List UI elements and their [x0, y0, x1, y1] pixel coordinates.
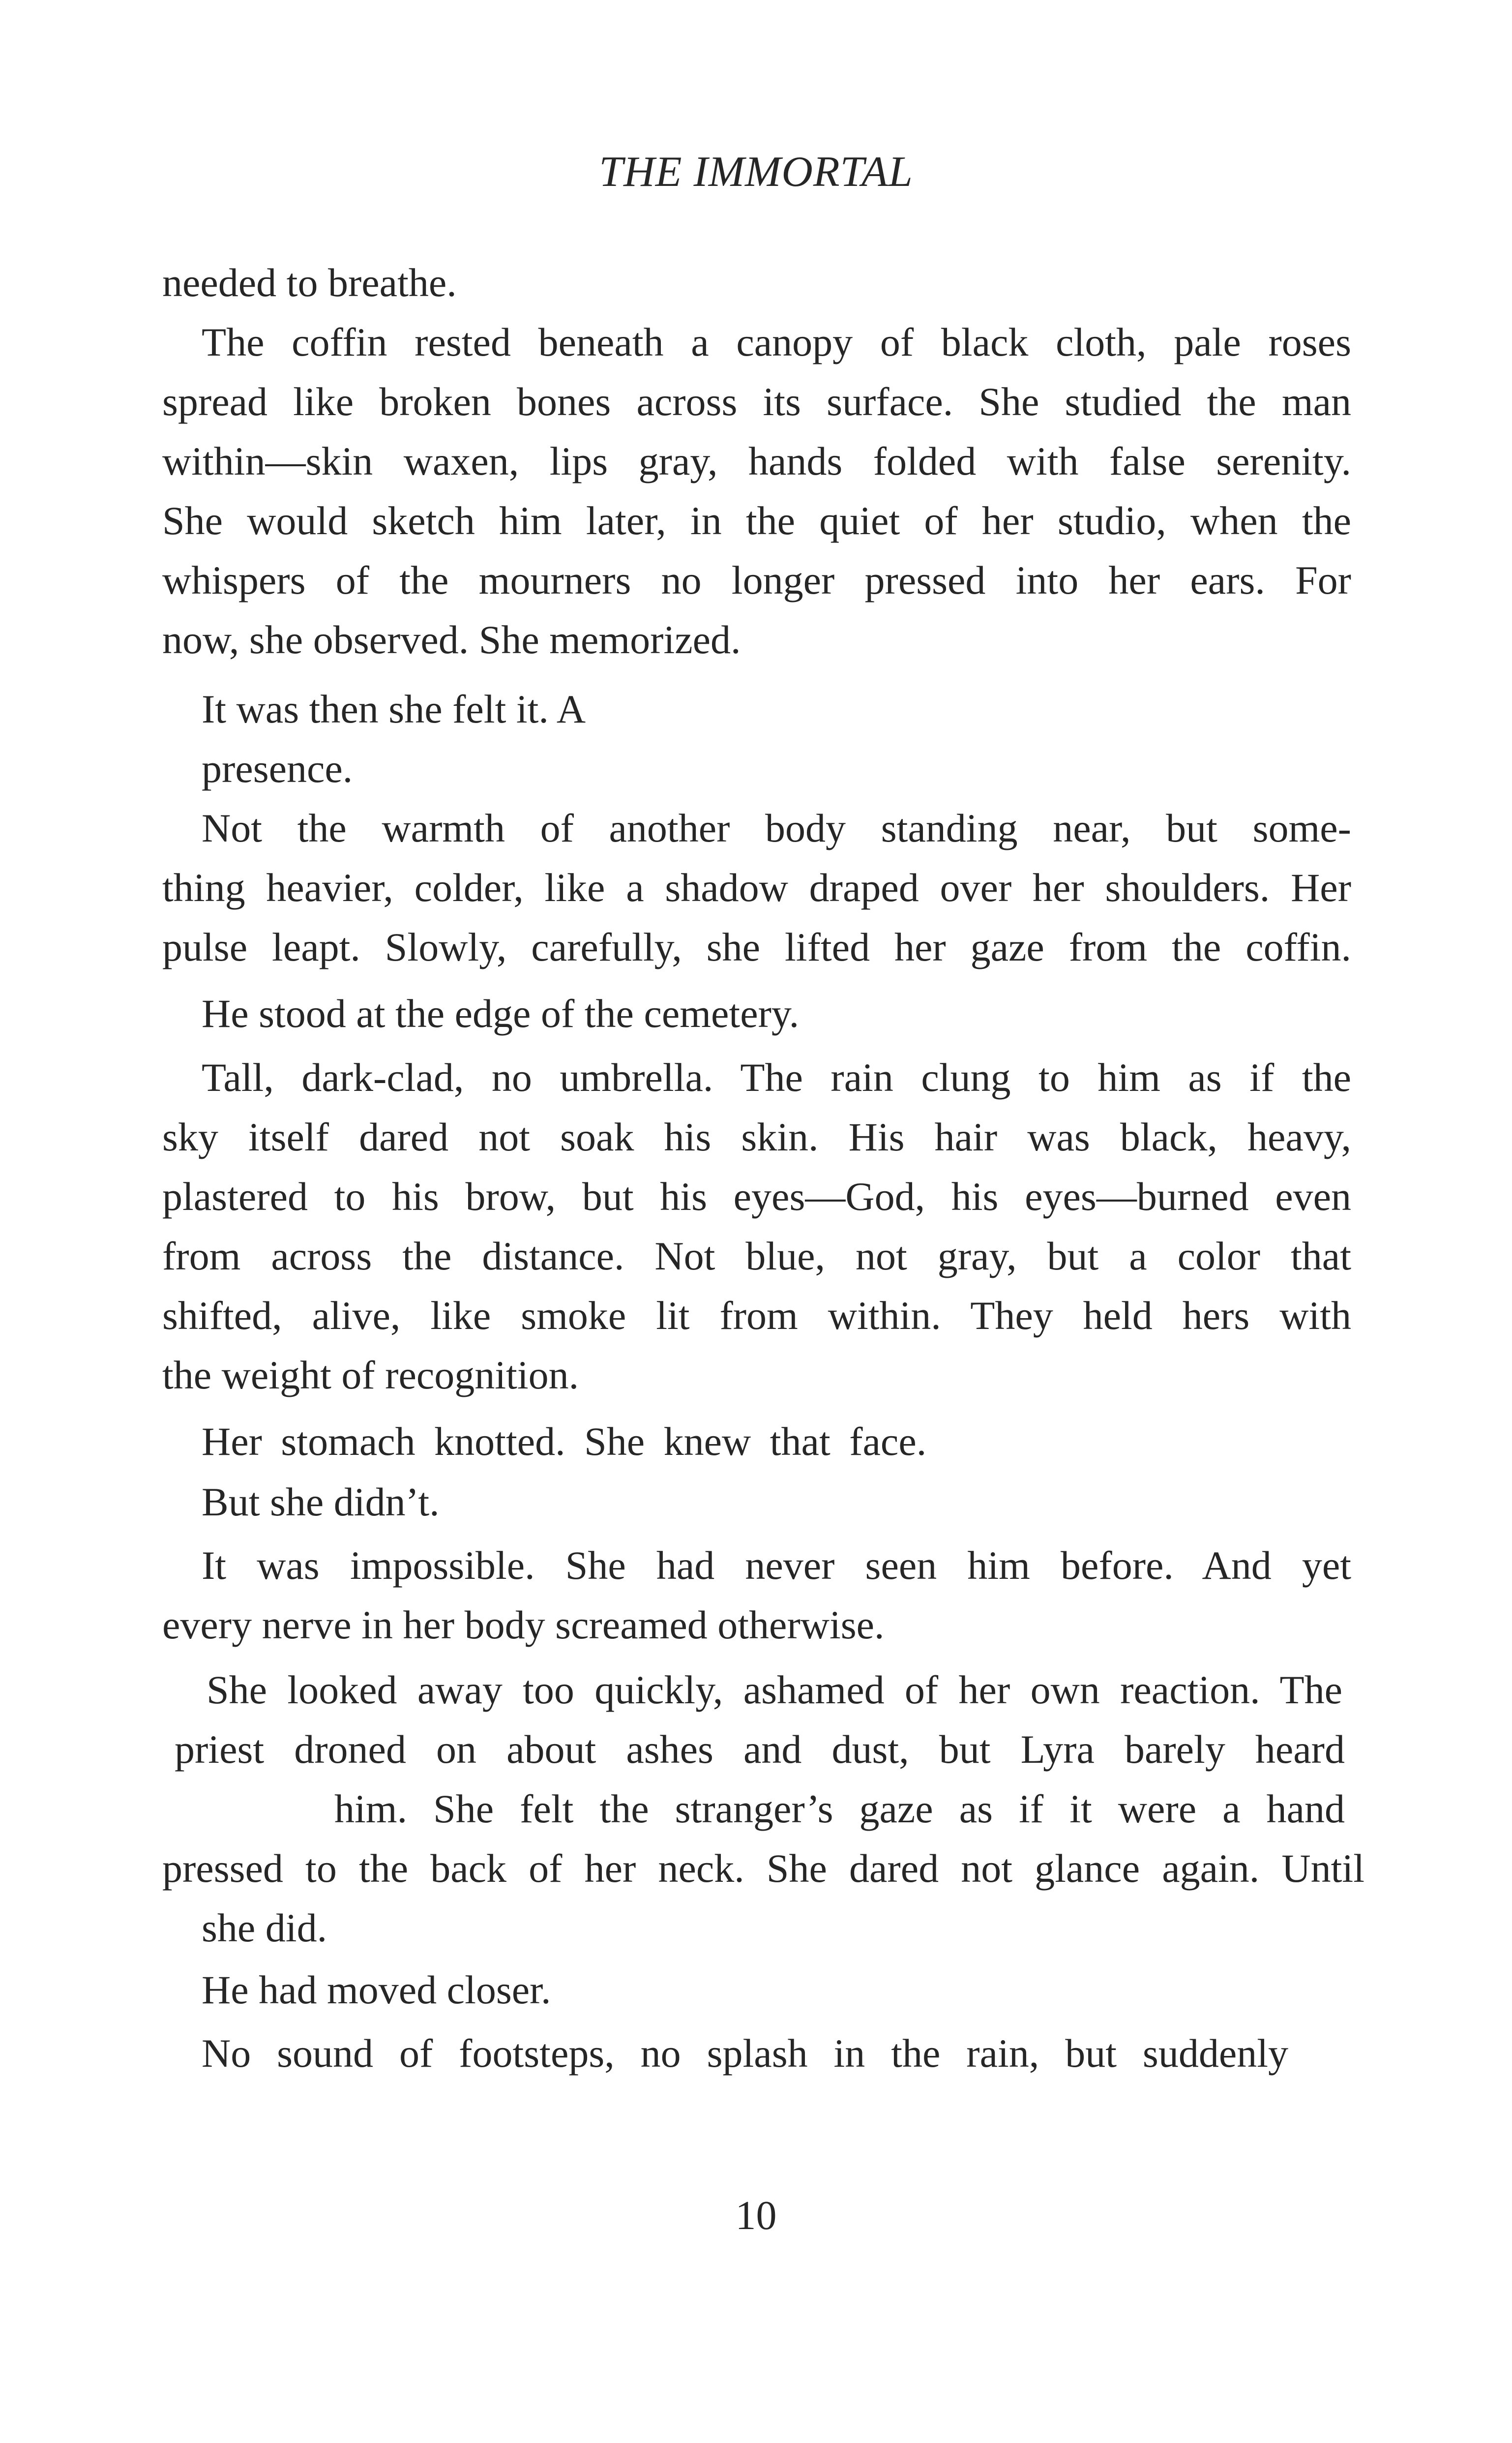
running-head: THE IMMORTAL — [599, 148, 913, 196]
text-line: him. She felt the stranger’s gaze as if it were a hand — [334, 1786, 1345, 1831]
text-line: within—skin waxen, lips gray, hands folded with false serenity. — [162, 439, 1351, 483]
text-line: whispers of the mourners no longer pressed into her ears. For — [162, 558, 1351, 603]
text-line: He had moved closer. — [202, 1967, 551, 2012]
text-line: Not the warmth of another body standing near, but some- — [202, 806, 1351, 850]
text-line: every nerve in her body screamed otherwise. — [162, 1602, 885, 1647]
text-line: priest droned on about ashes and dust, but Lyra barely heard — [175, 1727, 1345, 1772]
text-line: from across the distance. Not blue, not gray, but a color that — [162, 1234, 1351, 1278]
text-line: The coffin rested beneath a canopy of black cloth, pale roses — [202, 320, 1351, 364]
text-line: pressed to the back of her neck. She dared not glance again. Until — [162, 1846, 1364, 1891]
text-line: spread like broken bones across its surface. She studied the man — [162, 379, 1351, 424]
text-line: pulse leapt. Slowly, carefully, she lifted her gaze from the coffin. — [162, 925, 1351, 969]
text-line: plastered to his brow, but his eyes—God, his eyes—burned even — [162, 1174, 1351, 1219]
text-line: now, she observed. She memorized. — [162, 617, 741, 662]
text-line: Tall, dark-clad, no umbrella. The rain clung to him as if the — [202, 1055, 1351, 1100]
text-line: It was then she felt it. A — [202, 687, 586, 731]
text-line: shifted, alive, like smoke lit from within. They held hers with — [162, 1293, 1351, 1338]
text-line: She looked away too quickly, ashamed of her own reaction. The — [207, 1667, 1342, 1712]
text-line: sky itself dared not soak his skin. His hair was black, heavy, — [162, 1115, 1351, 1159]
text-line: thing heavier, colder, like a shadow draped over her shoulders. Her — [162, 865, 1351, 910]
text-line: But she didn’t. — [202, 1479, 440, 1524]
text-line: She would sketch him later, in the quiet of her studio, when the — [162, 498, 1351, 543]
page-number: 10 — [735, 2193, 777, 2238]
text-line: needed to breathe. — [162, 260, 457, 305]
text-line: she did. — [202, 1905, 327, 1950]
text-line: Her stomach knotted. She knew that face. — [202, 1419, 927, 1464]
text-line: presence. — [202, 746, 353, 791]
text-line: the weight of recognition. — [162, 1353, 579, 1397]
text-line: He stood at the edge of the cemetery. — [202, 991, 800, 1036]
text-line: No sound of footsteps, no splash in the rain, but suddenly — [202, 2031, 1288, 2076]
text-line: It was impossible. She had never seen him before. And yet — [202, 1543, 1351, 1588]
